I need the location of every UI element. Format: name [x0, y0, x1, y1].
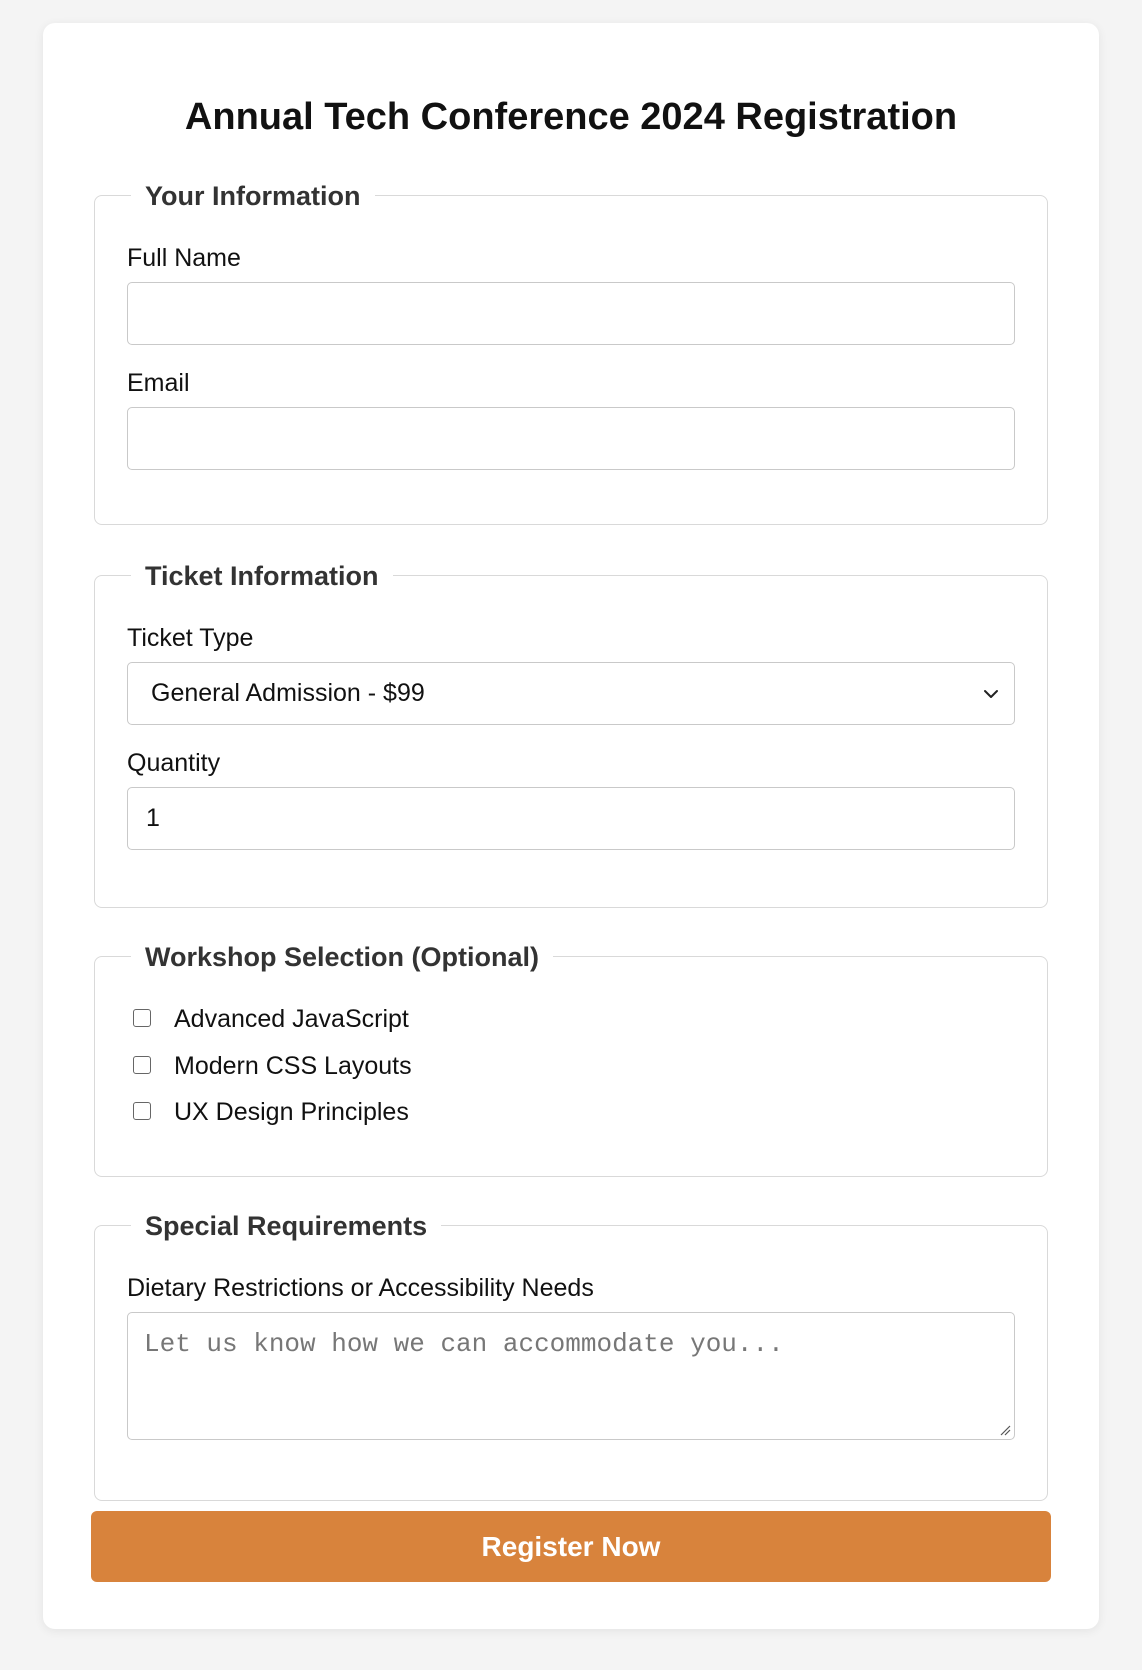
workshop-selection-section — [94, 942, 1048, 1177]
ticket-information-legend: Ticket Information — [131, 559, 393, 593]
ticket-information-section — [94, 561, 1048, 908]
email-input[interactable] — [127, 407, 1015, 470]
ticket-type-selected-value: General Admission - $99 — [151, 679, 425, 707]
resize-handle-icon[interactable] — [999, 1424, 1011, 1436]
registration-card — [43, 23, 1099, 1629]
ticket-type-select[interactable] — [127, 662, 1015, 725]
full-name-label: Full Name — [127, 244, 241, 272]
special-requirements-section — [94, 1211, 1048, 1501]
special-requirements-legend: Special Requirements — [131, 1209, 441, 1243]
email-label: Email — [127, 369, 190, 397]
ux-design-principles-checkbox[interactable] — [133, 1102, 151, 1120]
page-title: Annual Tech Conference 2024 Registration — [184, 96, 958, 138]
your-information-legend: Your Information — [131, 179, 375, 213]
quantity-input[interactable]: 1 — [127, 787, 1015, 850]
quantity-label: Quantity — [127, 749, 221, 777]
special-requirements-textarea[interactable] — [127, 1312, 1015, 1440]
ticket-type-label: Ticket Type — [127, 624, 254, 652]
special-requirements-placeholder: Let us know how we can accommodate you... — [144, 1329, 784, 1359]
modern-css-layouts-checkbox[interactable] — [133, 1056, 151, 1074]
modern-css-layouts-label: Modern CSS Layouts — [174, 1052, 412, 1080]
ux-design-principles-label: UX Design Principles — [174, 1098, 409, 1126]
register-now-button[interactable]: Register Now — [91, 1511, 1051, 1582]
advanced-javascript-checkbox[interactable] — [133, 1009, 151, 1027]
your-information-section — [94, 181, 1048, 525]
advanced-javascript-label: Advanced JavaScript — [174, 1005, 409, 1033]
full-name-input[interactable] — [127, 282, 1015, 345]
workshop-selection-legend: Workshop Selection (Optional) — [131, 940, 553, 974]
special-requirements-label: Dietary Restrictions or Accessibility Needs — [127, 1274, 594, 1302]
chevron-down-icon — [982, 685, 1000, 703]
